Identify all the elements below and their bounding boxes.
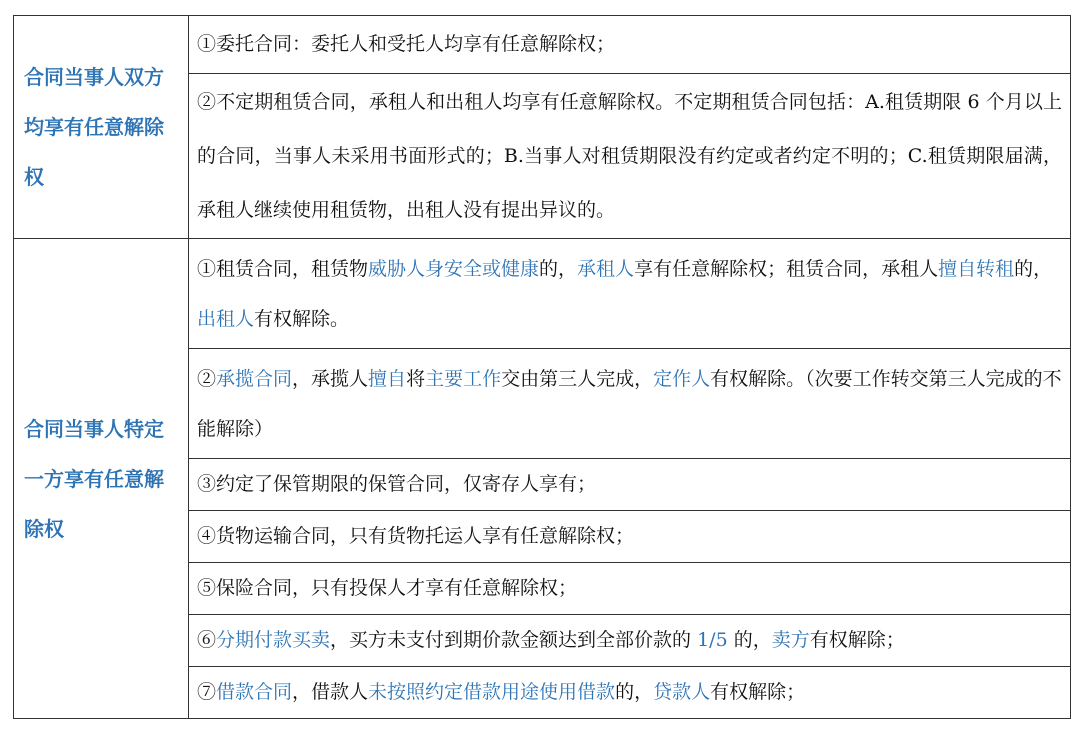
rescission-table-container xyxy=(13,15,1071,719)
item-text: ，买方未支付到期价款金额达到全部价款的 xyxy=(330,629,698,651)
highlight-text: 承租人 xyxy=(577,257,635,280)
item-text: 将 xyxy=(406,367,426,390)
item-text: 的， xyxy=(727,629,772,651)
item-cell: ④货物运输合同，只有货物托运人享有任意解除权； xyxy=(189,511,1071,563)
item-text: 有权解除。（次要工作转交第三人完成的不能解除） xyxy=(197,367,1062,440)
item-text: ⑦ xyxy=(197,681,217,703)
highlight-text: 1/5 xyxy=(697,629,728,651)
item-text: ①租赁合同，租赁物 xyxy=(197,257,369,280)
highlight-text: 卖方 xyxy=(771,629,810,651)
item-text: 交由第三人完成， xyxy=(501,367,654,390)
item-text: 的， xyxy=(1014,257,1053,280)
highlight-text: 擅自转租 xyxy=(938,257,1015,280)
highlight-text: 贷款人 xyxy=(653,681,711,703)
item-text: ⑥ xyxy=(197,629,217,651)
item-text: ，承揽人 xyxy=(292,367,369,390)
item-text: 的， xyxy=(615,681,654,703)
item-text: 的， xyxy=(539,257,578,280)
highlight-text: 威胁人身安全或健康 xyxy=(368,257,540,280)
item-text: ，借款人 xyxy=(292,681,369,703)
highlight-text: 分期付款买卖 xyxy=(216,629,331,651)
table-row xyxy=(14,239,1071,349)
item-cell: ②不定期租赁合同，承租人和出租人均享有任意解除权。不定期租赁合同包括：A.租赁期限 6 个月以上的合同，当事人未采用书面形式的；B.当事人对租赁期限没有约定或者约定不明的；C.租赁期限届满，承租人继续使用租赁物，出租人没有提出异议的。 xyxy=(189,74,1071,239)
table-row xyxy=(14,16,1071,74)
category-cell-one-party: 合同当事人特定一方享有任意解除权 xyxy=(14,239,189,719)
item-text: 享有任意解除权；租赁合同，承租人 xyxy=(634,257,939,280)
item-cell xyxy=(189,349,1071,459)
item-cell xyxy=(189,615,1071,667)
highlight-text: 出租人 xyxy=(197,307,255,330)
category-cell-mutual: 合同当事人双方均享有任意解除权 xyxy=(14,16,189,239)
item-text: 有权解除。 xyxy=(254,307,350,330)
highlight-text: 未按照约定借款用途使用借款 xyxy=(368,681,616,703)
item-cell: ①委托合同：委托人和受托人均享有任意解除权； xyxy=(189,16,1071,74)
item-text: 有权解除； xyxy=(710,681,806,703)
item-cell: ③约定了保管期限的保管合同，仅寄存人享有； xyxy=(189,459,1071,511)
item-cell: ⑤保险合同，只有投保人才享有任意解除权； xyxy=(189,563,1071,615)
highlight-text: 借款合同 xyxy=(216,681,293,703)
item-cell xyxy=(189,239,1071,349)
highlight-text: 擅自 xyxy=(368,367,407,390)
highlight-text: 承揽合同 xyxy=(216,367,293,390)
item-cell xyxy=(189,667,1071,719)
highlight-text: 定作人 xyxy=(653,367,711,390)
highlight-text: 主要工作 xyxy=(425,367,502,390)
rescission-table xyxy=(13,15,1071,719)
item-text: ② xyxy=(197,367,217,390)
item-text: 有权解除； xyxy=(809,629,905,651)
